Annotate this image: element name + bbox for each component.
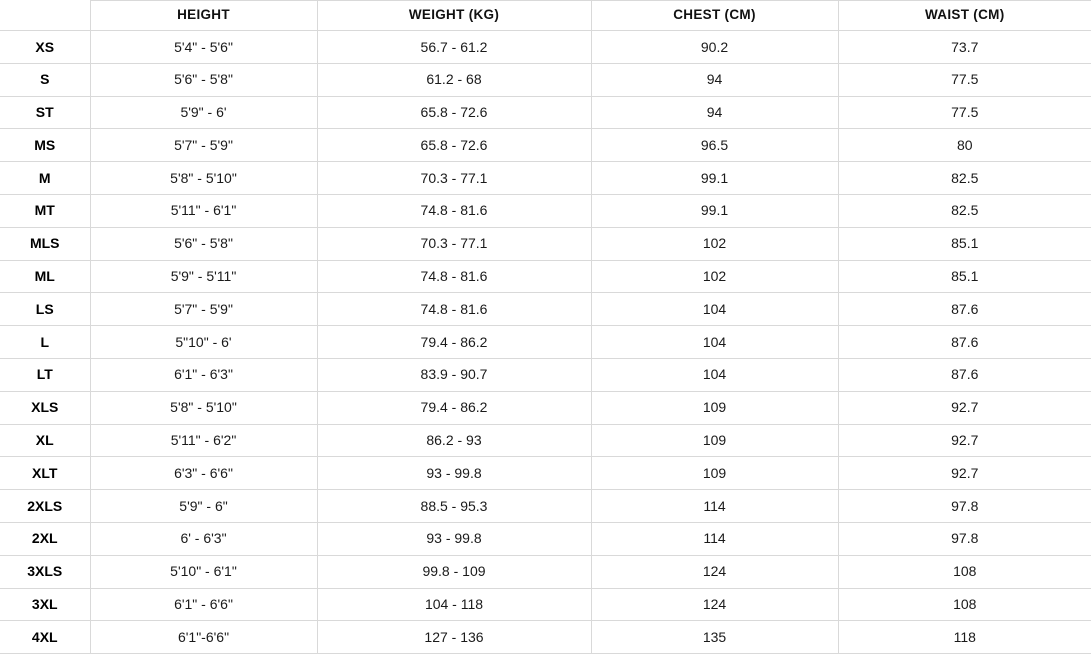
table-row: [0, 260, 1091, 293]
cell-size: ST: [0, 96, 90, 129]
table-row: [0, 424, 1091, 457]
cell-height: 5'11" - 6'1": [90, 194, 317, 227]
cell-weight: 93 - 99.8: [317, 522, 591, 555]
cell-chest: 99.1: [591, 162, 838, 195]
cell-size: XLT: [0, 457, 90, 490]
cell-waist: 77.5: [838, 63, 1091, 96]
table-row: [0, 391, 1091, 424]
table-row: [0, 129, 1091, 162]
cell-size: MS: [0, 129, 90, 162]
cell-weight: 93 - 99.8: [317, 457, 591, 490]
cell-chest: 102: [591, 227, 838, 260]
cell-waist: 118: [838, 621, 1091, 654]
cell-chest: 109: [591, 424, 838, 457]
cell-height: 5'8" - 5'10": [90, 162, 317, 195]
column-header-size: [0, 1, 90, 31]
cell-chest: 102: [591, 260, 838, 293]
column-header-chest: CHEST (CM): [591, 1, 838, 31]
cell-height: 6'1" - 6'6": [90, 588, 317, 621]
cell-size: XS: [0, 31, 90, 64]
cell-size: LS: [0, 293, 90, 326]
cell-height: 5'4" - 5'6": [90, 31, 317, 64]
cell-height: 5'8" - 5'10": [90, 391, 317, 424]
cell-size: XL: [0, 424, 90, 457]
table-row: [0, 358, 1091, 391]
cell-size: MLS: [0, 227, 90, 260]
cell-chest: 109: [591, 391, 838, 424]
cell-height: 5'9" - 6": [90, 490, 317, 523]
table-row: [0, 326, 1091, 359]
cell-waist: 92.7: [838, 457, 1091, 490]
cell-weight: 127 - 136: [317, 621, 591, 654]
cell-chest: 99.1: [591, 194, 838, 227]
cell-height: 6'3" - 6'6": [90, 457, 317, 490]
table-row: [0, 293, 1091, 326]
cell-height: 5'9" - 6': [90, 96, 317, 129]
cell-waist: 87.6: [838, 326, 1091, 359]
cell-size: 3XLS: [0, 555, 90, 588]
cell-waist: 97.8: [838, 490, 1091, 523]
cell-size: ML: [0, 260, 90, 293]
cell-height: 5'9" - 5'11": [90, 260, 317, 293]
cell-height: 5'7" - 5'9": [90, 129, 317, 162]
table-row: [0, 96, 1091, 129]
table-row: [0, 162, 1091, 195]
cell-weight: 56.7 - 61.2: [317, 31, 591, 64]
cell-height: 6'1" - 6'3": [90, 358, 317, 391]
cell-waist: 108: [838, 555, 1091, 588]
cell-waist: 97.8: [838, 522, 1091, 555]
column-header-waist: WAIST (CM): [838, 1, 1091, 31]
cell-height: 5'10" - 6'1": [90, 555, 317, 588]
cell-weight: 83.9 - 90.7: [317, 358, 591, 391]
table-row: [0, 194, 1091, 227]
cell-waist: 80: [838, 129, 1091, 162]
cell-waist: 82.5: [838, 162, 1091, 195]
header-row: [0, 1, 1091, 31]
cell-size: XLS: [0, 391, 90, 424]
cell-weight: 74.8 - 81.6: [317, 293, 591, 326]
cell-chest: 124: [591, 555, 838, 588]
cell-waist: 87.6: [838, 358, 1091, 391]
cell-weight: 70.3 - 77.1: [317, 162, 591, 195]
table-row: [0, 588, 1091, 621]
cell-size: LT: [0, 358, 90, 391]
cell-size: 4XL: [0, 621, 90, 654]
table-header: [0, 1, 1091, 31]
cell-waist: 108: [838, 588, 1091, 621]
cell-height: 6'1"-6'6": [90, 621, 317, 654]
cell-chest: 90.2: [591, 31, 838, 64]
cell-height: 5'7" - 5'9": [90, 293, 317, 326]
cell-weight: 61.2 - 68: [317, 63, 591, 96]
cell-weight: 86.2 - 93: [317, 424, 591, 457]
cell-chest: 94: [591, 63, 838, 96]
cell-waist: 82.5: [838, 194, 1091, 227]
cell-weight: 74.8 - 81.6: [317, 260, 591, 293]
cell-weight: 99.8 - 109: [317, 555, 591, 588]
cell-chest: 114: [591, 522, 838, 555]
cell-waist: 85.1: [838, 260, 1091, 293]
cell-height: 5"10" - 6': [90, 326, 317, 359]
cell-waist: 73.7: [838, 31, 1091, 64]
table-row: [0, 457, 1091, 490]
cell-chest: 94: [591, 96, 838, 129]
cell-height: 6' - 6'3": [90, 522, 317, 555]
cell-weight: 70.3 - 77.1: [317, 227, 591, 260]
cell-weight: 65.8 - 72.6: [317, 96, 591, 129]
cell-weight: 104 - 118: [317, 588, 591, 621]
cell-chest: 109: [591, 457, 838, 490]
cell-waist: 92.7: [838, 424, 1091, 457]
cell-weight: 74.8 - 81.6: [317, 194, 591, 227]
cell-size: L: [0, 326, 90, 359]
cell-weight: 79.4 - 86.2: [317, 326, 591, 359]
table-row: [0, 227, 1091, 260]
cell-height: 5'11" - 6'2": [90, 424, 317, 457]
cell-chest: 135: [591, 621, 838, 654]
cell-size: 2XLS: [0, 490, 90, 523]
column-header-weight: WEIGHT (KG): [317, 1, 591, 31]
cell-waist: 77.5: [838, 96, 1091, 129]
cell-size: MT: [0, 194, 90, 227]
cell-waist: 92.7: [838, 391, 1091, 424]
cell-size: M: [0, 162, 90, 195]
table-row: [0, 490, 1091, 523]
cell-chest: 104: [591, 293, 838, 326]
cell-chest: 104: [591, 358, 838, 391]
cell-height: 5'6" - 5'8": [90, 227, 317, 260]
column-header-height: HEIGHT: [90, 1, 317, 31]
cell-chest: 124: [591, 588, 838, 621]
table-row: [0, 31, 1091, 64]
cell-size: 2XL: [0, 522, 90, 555]
cell-weight: 79.4 - 86.2: [317, 391, 591, 424]
cell-height: 5'6" - 5'8": [90, 63, 317, 96]
cell-size: 3XL: [0, 588, 90, 621]
table-row: [0, 63, 1091, 96]
cell-chest: 96.5: [591, 129, 838, 162]
cell-chest: 114: [591, 490, 838, 523]
cell-weight: 88.5 - 95.3: [317, 490, 591, 523]
cell-size: S: [0, 63, 90, 96]
cell-weight: 65.8 - 72.6: [317, 129, 591, 162]
cell-waist: 87.6: [838, 293, 1091, 326]
table-row: [0, 555, 1091, 588]
cell-waist: 85.1: [838, 227, 1091, 260]
table-body: [0, 31, 1091, 654]
cell-chest: 104: [591, 326, 838, 359]
table-row: [0, 522, 1091, 555]
table-row: [0, 621, 1091, 654]
